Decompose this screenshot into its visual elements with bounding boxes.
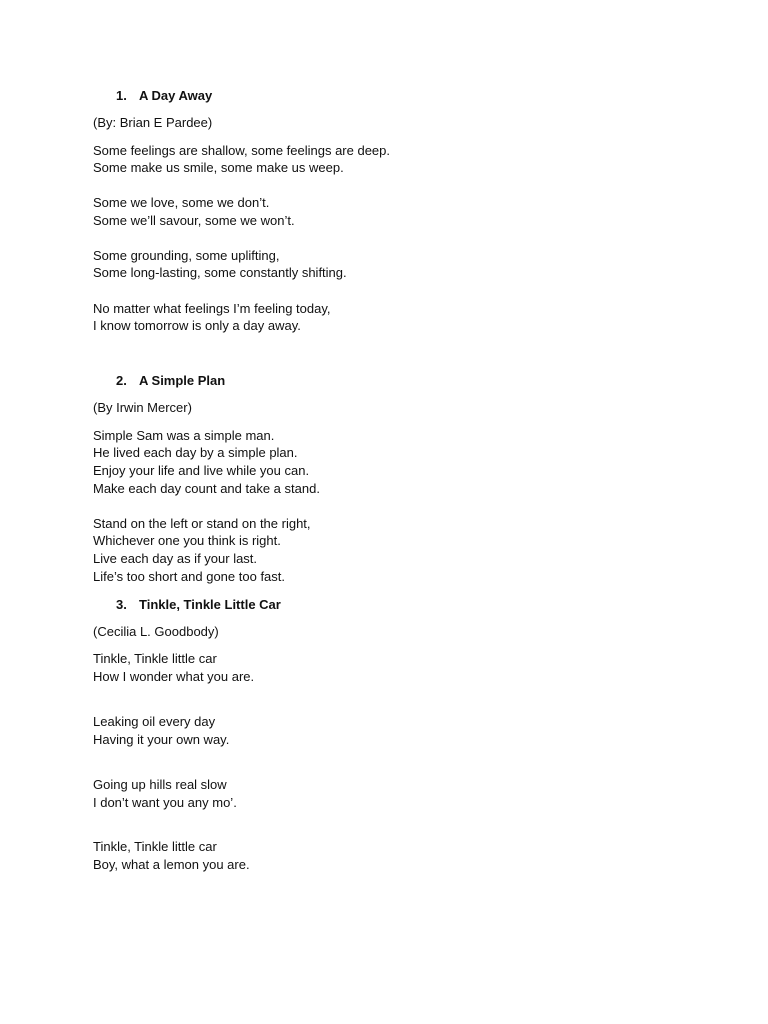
poem-line: Make each day count and take a stand. (93, 481, 320, 496)
poem-author: (By Irwin Mercer) (93, 400, 192, 415)
poem-line: Enjoy your life and live while you can. (93, 463, 310, 478)
poem-line: Some make us smile, some make us weep. (93, 160, 344, 175)
poem-line: Tinkle, Tinkle little car (93, 651, 217, 666)
poem-title: A Simple Plan (139, 373, 226, 388)
poem-line: Some feelings are shallow, some feelings are deep. (93, 143, 391, 158)
poem-line: Boy, what a lemon you are. (93, 857, 250, 872)
poem-line: He lived each day by a simple plan. (93, 445, 298, 460)
poem-line: I know tomorrow is only a day away. (93, 318, 301, 333)
poem-line: Simple Sam was a simple man. (93, 428, 275, 443)
poem-line: Live each day as if your last. (93, 551, 258, 566)
poem-line: Life’s too short and gone too fast. (93, 569, 286, 584)
poem-line: Some we love, some we don’t. (93, 195, 270, 210)
poem-line: Tinkle, Tinkle little car (93, 839, 217, 854)
poem-title: A Day Away (139, 88, 213, 103)
poem-line: Some we’ll savour, some we won’t. (93, 213, 295, 228)
poem-number: 3. (116, 597, 127, 612)
poem-line: Leaking oil every day (93, 714, 216, 729)
poem-line: I don’t want you any mo’. (93, 795, 237, 810)
poem-number: 2. (116, 373, 127, 388)
poem-line: Going up hills real slow (93, 777, 227, 792)
poem-author: (By: Brian E Pardee) (93, 115, 213, 130)
poem-line: Some grounding, some uplifting, (93, 248, 280, 263)
poem-number: 1. (116, 88, 127, 103)
poem-author: (Cecilia L. Goodbody) (93, 624, 219, 639)
poem-title: Tinkle, Tinkle Little Car (139, 597, 281, 612)
poem-line: No matter what feelings I’m feeling today, (93, 301, 331, 316)
poem-line: Stand on the left or stand on the right, (93, 516, 311, 531)
poem-line: Having it your own way. (93, 732, 230, 747)
poem-line: Whichever one you think is right. (93, 533, 281, 548)
poem-line: How I wonder what you are. (93, 669, 255, 684)
poem-line: Some long-lasting, some constantly shifting. (93, 265, 347, 280)
